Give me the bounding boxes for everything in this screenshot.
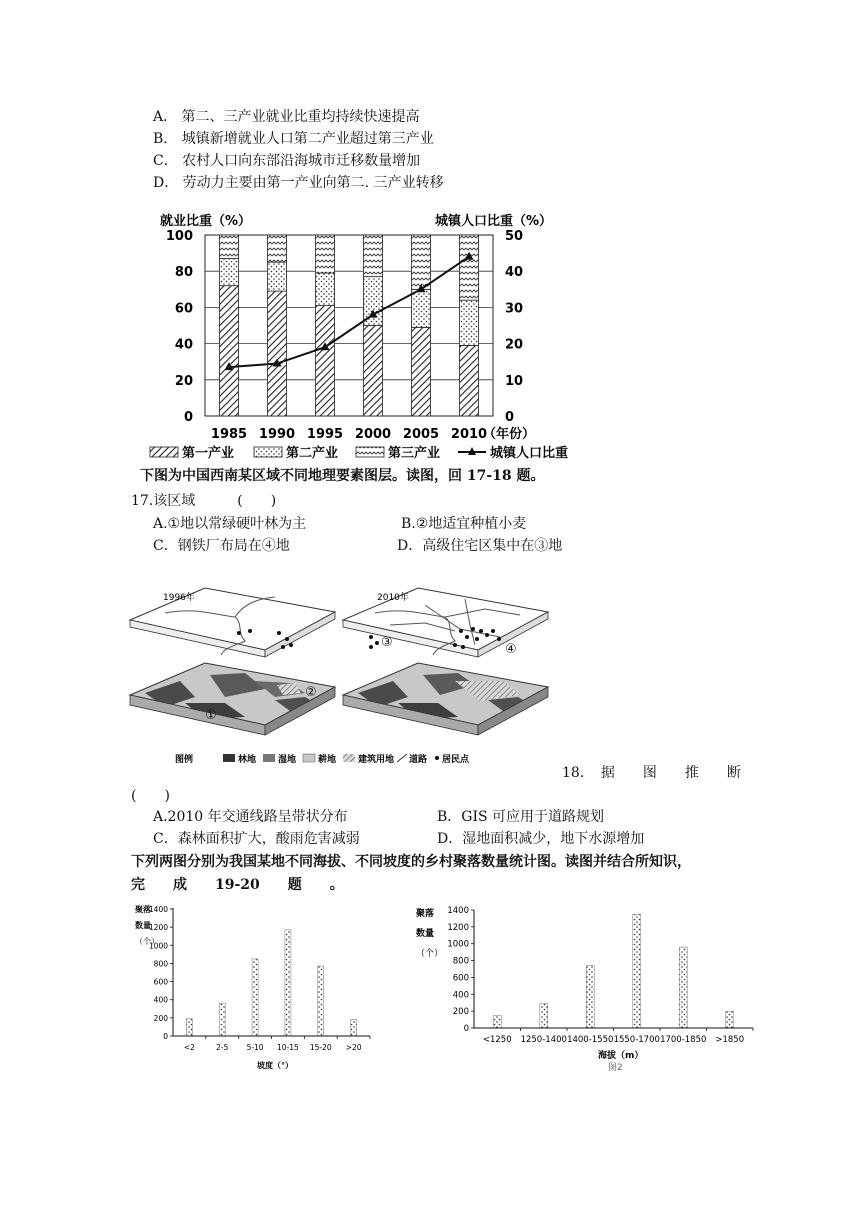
marker-2-label: ②: [305, 685, 317, 700]
intro-19-20-line2: 完 成 19-20 题 。: [131, 877, 344, 893]
alt-ylabel-2: 数量: [416, 929, 435, 939]
y-tick-label: 400: [452, 990, 469, 1001]
option-a: A． 第二、三产业就业比重均持续快速提高: [153, 109, 420, 125]
bar-segment: [316, 306, 335, 416]
legend-urban: 城镇人口比重: [490, 446, 569, 461]
bar: [633, 914, 641, 1028]
q18-option-c: C．森林面积扩大，酸雨危害减弱: [153, 831, 360, 847]
slope-ylabel-2: 数量: [135, 921, 151, 930]
y-tick-label: 40: [174, 337, 193, 353]
y2-tick-label: 20: [505, 337, 524, 353]
legend-road-icon: [397, 754, 407, 762]
intro-17-18: 下图为中国西南某区域不同地理要素图层。读图，回 17-18 题。: [140, 468, 545, 484]
year-unit-label: （年份）: [483, 427, 536, 442]
alt-xlabel: 海拔（m）: [598, 1051, 644, 1061]
alt-fig-label: 图2: [608, 1063, 623, 1073]
x-tick-label: 1400-1550: [567, 1035, 614, 1045]
x-tick-label: >1850: [715, 1035, 745, 1045]
bar: [186, 1019, 192, 1036]
x-tick-label: 1250-1400: [520, 1035, 567, 1045]
y-tick-label: 1200: [447, 922, 469, 933]
bar-segment: [316, 273, 335, 306]
map-legend-title: 图例: [175, 755, 194, 765]
y2-tick-label: 50: [505, 229, 524, 244]
y-tick-label: 0: [463, 1024, 469, 1034]
bar-segment: [412, 289, 431, 327]
marker-3-label: ③: [381, 635, 393, 650]
marker-1-label: ①: [205, 708, 217, 723]
y-tick-label: 0: [163, 1032, 168, 1041]
legend-construction: 建筑用地: [358, 755, 395, 765]
left-axis-title: 就业比重（%）: [160, 214, 252, 229]
legend-secondary: 第二产业: [286, 446, 339, 461]
right-axis-title: 城镇人口比重（%）: [435, 214, 553, 229]
bar: [285, 930, 291, 1036]
bar-segment: [268, 235, 287, 262]
bar: [219, 1003, 225, 1036]
y-tick-label: 1000: [447, 939, 469, 950]
legend-swatch-tertiary: [356, 447, 384, 457]
bar-segment: [412, 327, 431, 416]
year-2010-label: 2010年: [377, 593, 409, 603]
bar-segment: [412, 235, 431, 289]
road-layer-1996: [130, 588, 335, 657]
bar: [586, 966, 594, 1028]
q17-option-a: A.①地以常绿硬叶林为主: [153, 516, 307, 532]
legend-construction-swatch: [343, 754, 355, 762]
slope-chart: [125, 898, 385, 1078]
x-tick-label: 10-15: [277, 1043, 299, 1052]
y-tick-label: 1400: [148, 905, 168, 914]
bar-segment: [364, 235, 383, 277]
road-layer-2010: [343, 588, 548, 657]
bar: [252, 959, 258, 1036]
bar: [726, 1011, 734, 1028]
legend-forest: 林地: [238, 755, 257, 765]
altitude-chart: [408, 898, 768, 1078]
x-tick-label: <2: [183, 1043, 195, 1052]
bar-segment: [268, 262, 287, 291]
bar-segment: [460, 345, 479, 416]
y-tick-label: 20: [174, 373, 193, 389]
y-tick-label: 0: [183, 410, 193, 425]
slope-ylabel-3: （个）: [135, 937, 159, 946]
slope-ylabel-1: 聚落: [135, 905, 151, 914]
bar: [493, 1015, 501, 1028]
q18-option-a: A.2010 年交通线路呈带状分布: [153, 809, 348, 825]
bar-segment: [220, 235, 239, 259]
slope-xlabel: 坡度（°）: [257, 1061, 293, 1070]
q18-stem: 18． 据 图 推 断: [562, 765, 741, 781]
legend-road: 道路: [409, 755, 428, 765]
q18-option-d: D．湿地面积减少，地下水源增加: [437, 831, 645, 847]
x-tick-label: <1250: [482, 1035, 512, 1045]
option-c: C． 农村人口向东部沿海城市迁移数量增加: [153, 153, 421, 169]
y-tick-label: 400: [153, 995, 168, 1005]
y-tick-label: 600: [452, 973, 469, 984]
option-b: B． 城镇新增就业人口第二产业超过第三产业: [153, 131, 434, 147]
y-tick-label: 1000: [148, 941, 168, 951]
legend-primary: 第一产业: [182, 446, 235, 461]
q17-option-d: D．高级住宅区集中在③地: [397, 538, 563, 554]
x-tick-label: >20: [345, 1043, 362, 1052]
plot-frame: [205, 235, 493, 416]
x-tick-label: 1700-1850: [660, 1035, 707, 1045]
x-tick-label: 1985: [210, 427, 248, 442]
x-tick-label: 1990: [258, 427, 296, 442]
y2-tick-label: 10: [505, 373, 524, 389]
legend-swatch-secondary: [254, 447, 282, 457]
alt-ylabel-1: 聚落: [416, 909, 435, 919]
y2-tick-label: 40: [505, 265, 524, 281]
legend-tertiary: 第三产业: [388, 446, 441, 461]
y-tick-label: 800: [452, 956, 469, 967]
legend-farmland-swatch: [303, 754, 315, 762]
marker-4-label: ④: [505, 642, 517, 657]
legend-wetland: 湿地: [278, 755, 297, 765]
legend-wetland-swatch: [263, 754, 275, 762]
bar-segment: [220, 286, 239, 416]
y-tick-label: 600: [153, 977, 168, 987]
x-tick-label: 1995: [306, 427, 344, 442]
x-tick-label: 1550-1700: [613, 1035, 660, 1045]
q17-option-b: B.②地适宜种植小麦: [401, 516, 527, 532]
y-tick-label: 800: [153, 959, 168, 969]
q18-paren: ( ): [131, 788, 170, 804]
year-1996-label: 1996年: [163, 593, 195, 603]
bar-segment: [460, 235, 479, 300]
bar-segment: [460, 300, 479, 345]
q18-option-b: B．GIS 可应用于道路规划: [437, 809, 605, 825]
x-tick-label: 2-5: [216, 1043, 229, 1052]
y-tick-label: 1400: [447, 906, 469, 916]
alt-ylabel-3: （个）: [416, 949, 444, 959]
bar: [351, 1020, 357, 1036]
y-tick-label: 200: [452, 1007, 469, 1018]
layer-maps: [125, 585, 565, 775]
x-tick-label: 2005: [402, 427, 440, 442]
land-use-layer-2010: [343, 663, 548, 735]
bar-segment: [316, 235, 335, 273]
y-tick-label: 1200: [148, 923, 168, 933]
q17-option-c: C．钢铁厂布局在④地: [153, 538, 290, 554]
y-tick-label: 100: [165, 229, 193, 244]
employment-chart: [0, 205, 860, 465]
bar-segment: [220, 259, 239, 286]
legend-settlement: 居民点: [442, 755, 470, 765]
bar-segment: [268, 291, 287, 416]
y-tick-label: 60: [174, 301, 193, 317]
bar: [679, 947, 687, 1028]
option-d: D． 劳动力主要由第一产业向第二. 三产业转移: [153, 175, 444, 191]
q17-stem: 17.该区域 ( ): [131, 493, 277, 509]
bar: [540, 1004, 548, 1028]
legend-forest-swatch: [223, 754, 235, 762]
intro-19-20-line1: 下列两图分别为我国某地不同海拔、不同坡度的乡村聚落数量统计图。读图并结合所知识，: [131, 854, 691, 870]
bar: [318, 966, 324, 1036]
legend-swatch-primary: [150, 447, 178, 457]
x-tick-label: 2000: [354, 427, 392, 442]
x-tick-label: 5-10: [246, 1043, 264, 1052]
y2-tick-label: 0: [505, 410, 515, 425]
legend-farmland: 耕地: [318, 755, 337, 765]
x-tick-label: 2010: [450, 427, 488, 442]
bar-segment: [364, 326, 383, 417]
y-tick-label: 200: [153, 1013, 168, 1023]
x-tick-label: 15-20: [309, 1043, 332, 1052]
legend-settlement-icon: [435, 756, 439, 760]
y-tick-label: 80: [174, 265, 193, 281]
y2-tick-label: 30: [505, 301, 524, 317]
